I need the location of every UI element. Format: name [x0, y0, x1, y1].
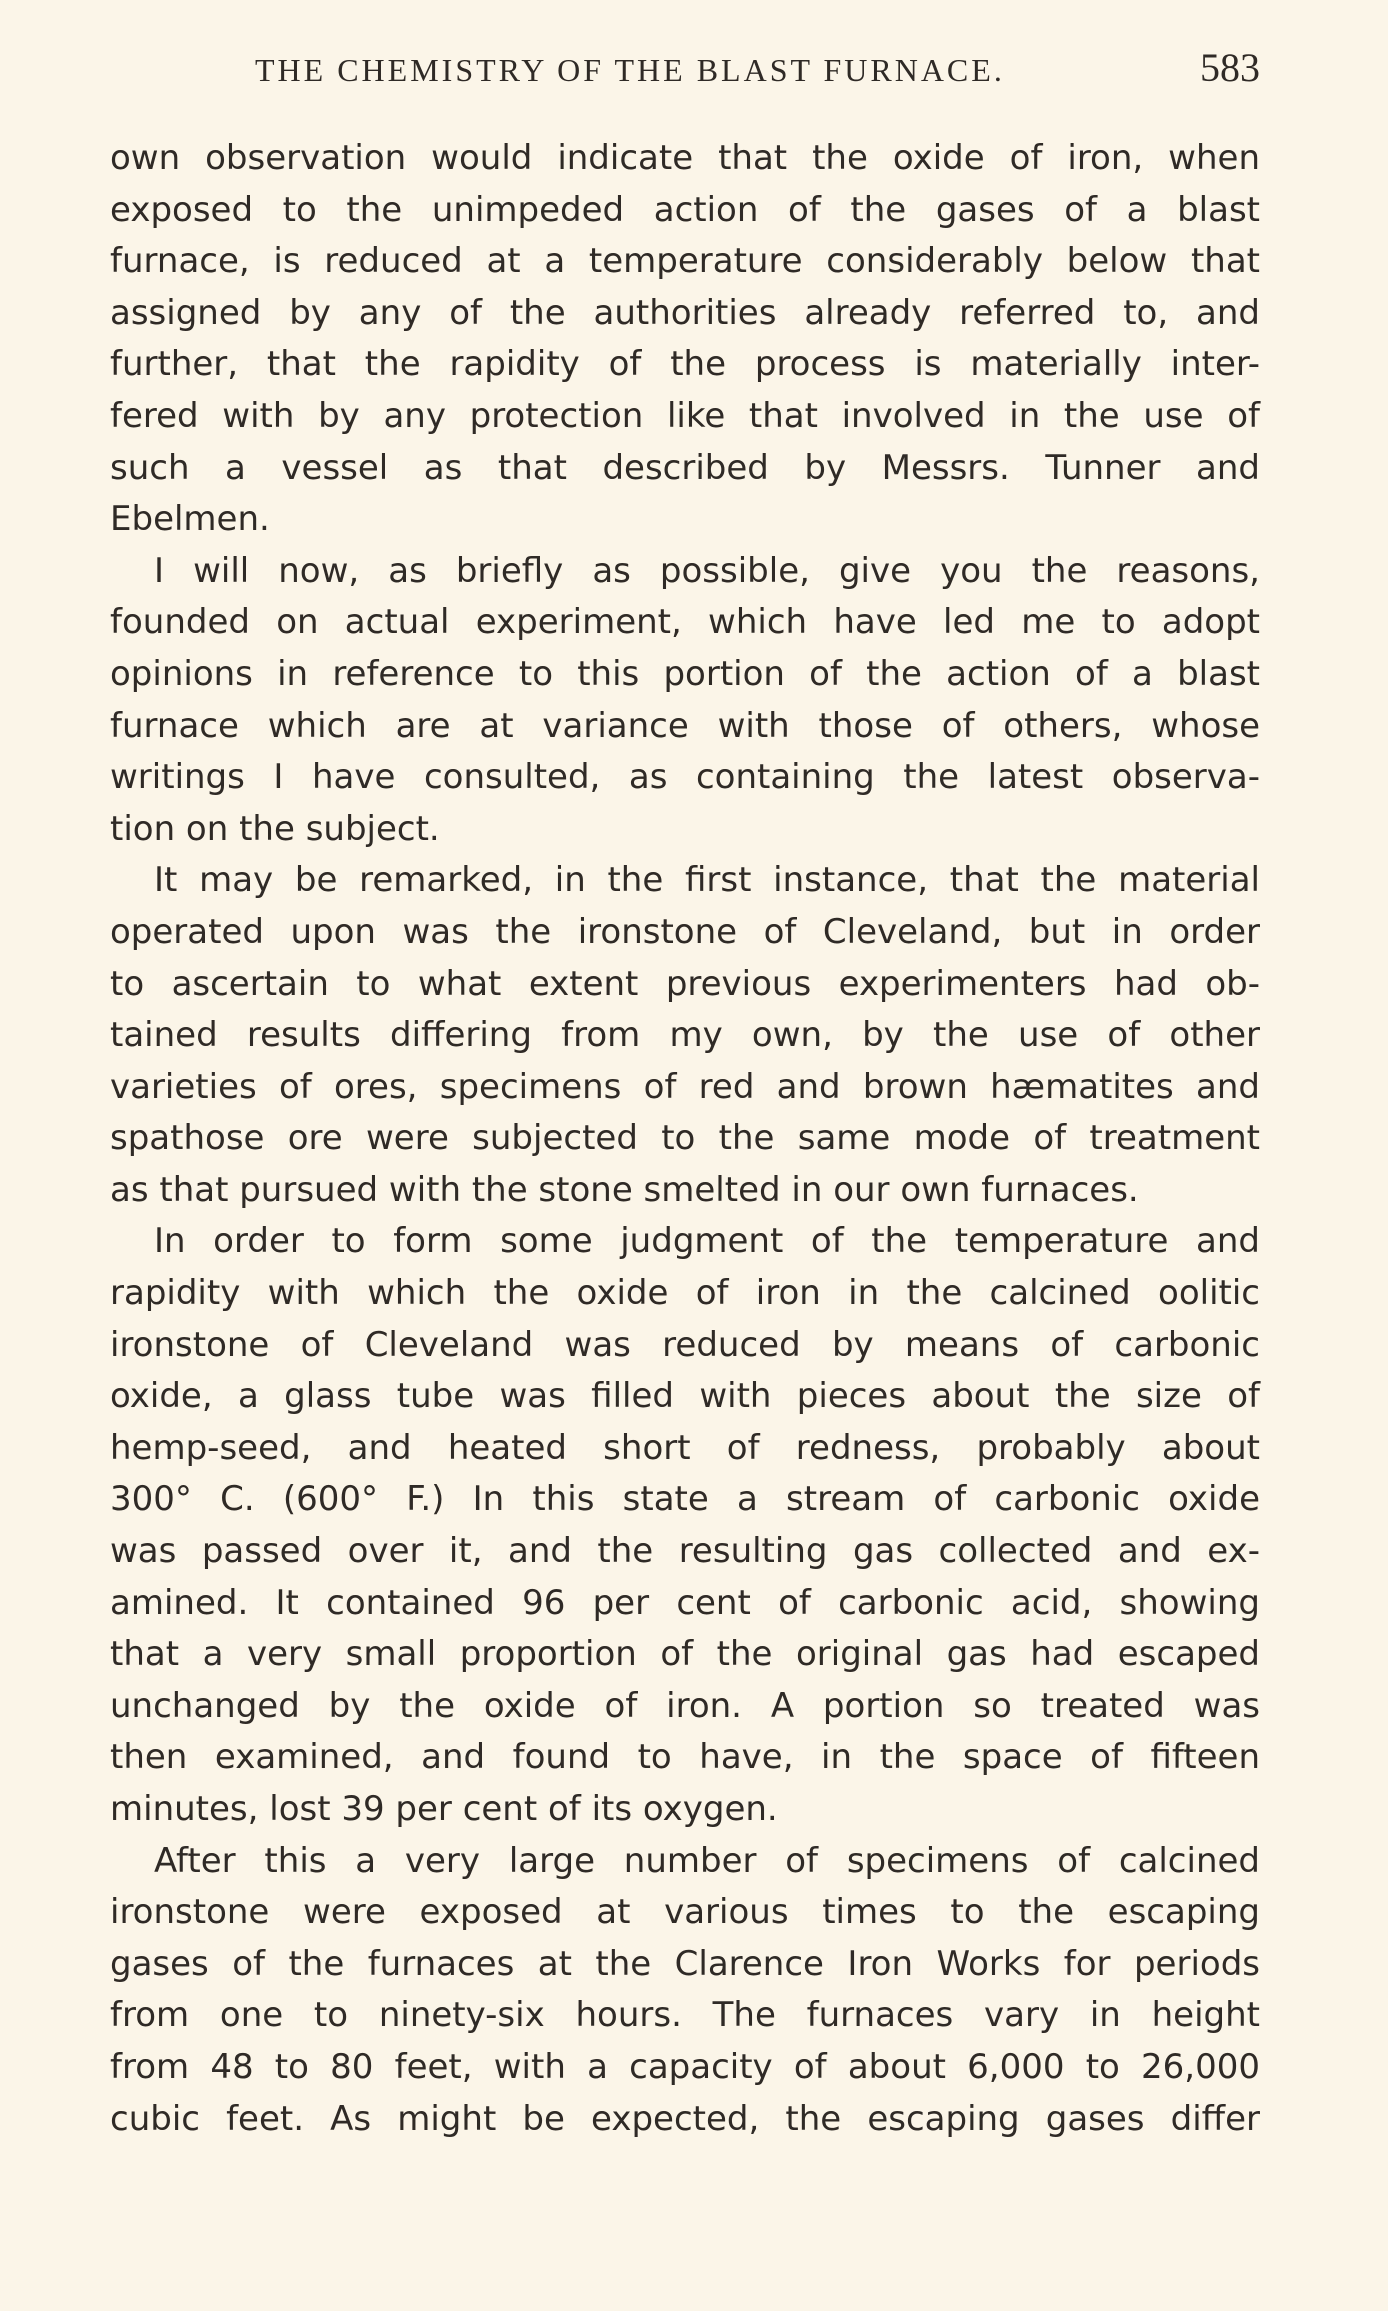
paragraph	[110, 133, 1260, 546]
text-line: furnace which are at variance with those of others, whose	[110, 705, 1260, 746]
text-line: oxide, a glass tube was filled with pieces about the size of	[110, 1376, 1260, 1417]
text-line: was passed over it, and the resulting gas collected and ex-	[110, 1531, 1260, 1572]
text-line: After this a very large number of specimens of calcined	[154, 1840, 1260, 1881]
text-line: unchanged by the oxide of iron. A portion so treated was	[110, 1685, 1260, 1726]
text-line: fered with by any protection like that involved in the use of	[110, 395, 1260, 436]
text-line: operated upon was the ironstone of Cleveland, but in order	[110, 911, 1260, 952]
text-line: rapidity with which the oxide of iron in the calcined oolitic	[110, 1273, 1260, 1314]
text-line: as that pursued with the stone smelted in our own furnaces.	[110, 1169, 1139, 1210]
text-line: further, that the rapidity of the process is materially inter-	[110, 344, 1260, 385]
text-line: opinions in reference to this portion of the action of a blast	[110, 653, 1260, 694]
paragraph	[110, 1216, 1260, 1835]
text-line: In order to form some judgment of the temperature and	[154, 1221, 1260, 1262]
text-line: assigned by any of the authorities already referred to, and	[110, 292, 1260, 333]
text-line: hemp-seed, and heated short of redness, probably about	[110, 1427, 1260, 1468]
text-line: furnace, is reduced at a temperature considerably below that	[110, 241, 1260, 282]
text-line: minutes, lost 39 per cent of its oxygen.	[110, 1789, 778, 1829]
text-line: spathose ore were subjected to the same mode of treatment	[110, 1118, 1260, 1159]
text-line: varieties of ores, specimens of red and brown hæmatites and	[110, 1066, 1260, 1107]
text-line: exposed to the unimpeded action of the gases of a blast	[110, 189, 1260, 230]
text-line: to ascertain to what extent previous experimenters had ob-	[110, 963, 1260, 1004]
text-line: that a very small proportion of the original gas had escaped	[110, 1634, 1260, 1675]
text-line: tained results differing from my own, by the use of other	[110, 1015, 1260, 1056]
text-line: ironstone of Cleveland was reduced by means of carbonic	[110, 1324, 1260, 1365]
text-line: 300° C. (600° F.) In this state a stream of carbonic oxide	[110, 1479, 1260, 1520]
text-line: It may be remarked, in the first instance, that the material	[154, 860, 1260, 901]
body-text	[110, 133, 1260, 2145]
paragraph	[110, 855, 1260, 1216]
running-head	[110, 44, 1260, 104]
text-line: founded on actual experiment, which have led me to adopt	[110, 602, 1260, 643]
text-line: I will now, as briefly as possible, give you the reasons,	[154, 550, 1260, 591]
page-number: 583	[1200, 45, 1260, 90]
running-title: THE CHEMISTRY OF THE BLAST FURNACE.	[255, 52, 1005, 88]
text-line: from 48 to 80 feet, with a capacity of about 6,000 to 26,000	[110, 2046, 1260, 2087]
text-line: such a vessel as that described by Messrs. Tunner and	[110, 447, 1260, 488]
text-line: own observation would indicate that the oxide of iron, when	[110, 138, 1260, 178]
text-line: tion on the subject.	[110, 808, 440, 849]
text-line: writings I have consulted, as containing the latest observa-	[110, 757, 1260, 798]
text-line: cubic feet. As might be expected, the escaping gases differ	[110, 2098, 1260, 2139]
text-line: from one to ninety-six hours. The furnaces vary in height	[110, 1995, 1260, 2036]
text-line: then examined, and found to have, in the space of fifteen	[110, 1737, 1260, 1778]
text-line: amined. It contained 96 per cent of carbonic acid, showing	[110, 1582, 1260, 1623]
text-line: gases of the furnaces at the Clarence Iron Works for periods	[110, 1943, 1260, 1984]
paragraph	[110, 1836, 1260, 2146]
paragraph	[110, 546, 1260, 856]
text-line: Ebelmen.	[110, 499, 270, 540]
text-line: ironstone were exposed at various times to the escaping	[110, 1892, 1260, 1933]
